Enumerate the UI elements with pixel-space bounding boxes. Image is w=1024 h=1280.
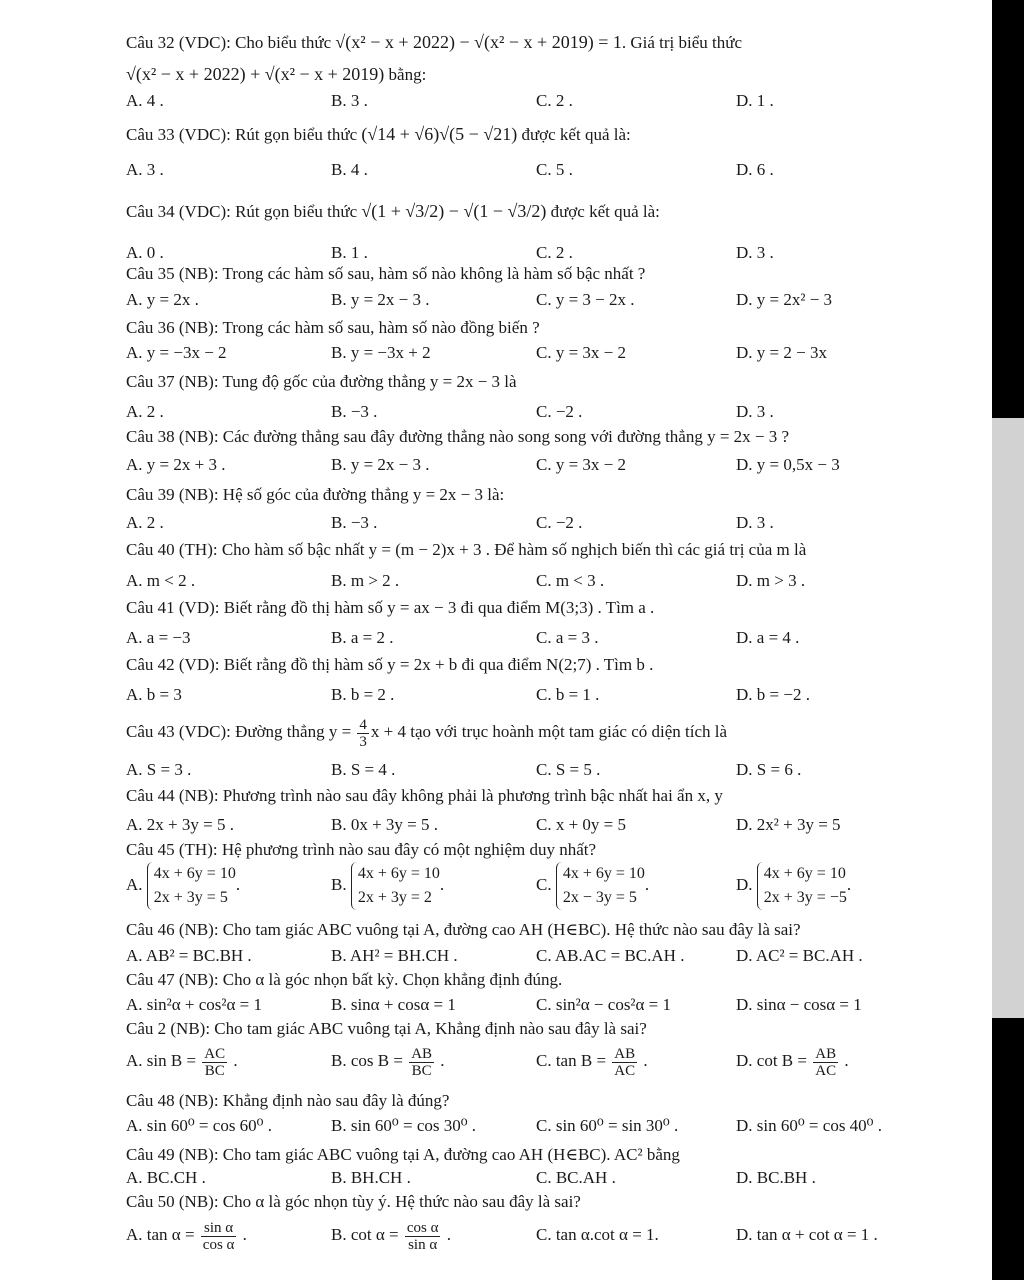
option-a[interactable] — [126, 1218, 331, 1253]
option-b[interactable]: B. m > 2 . — [331, 571, 400, 590]
option-b[interactable]: B. S = 4 . — [331, 760, 396, 779]
question-35 — [126, 264, 984, 284]
option-end: . — [639, 1051, 648, 1070]
options-34 — [126, 243, 984, 263]
option-b[interactable]: B. y = 2x − 3 . — [331, 290, 430, 309]
option-d[interactable]: D. y = 2 − 3x — [736, 343, 827, 362]
question-stem: Câu 38 (NB): Các đường thẳng sau đây đường thẳng nào song song với đường thẳng y = 2x − 3 ? — [126, 427, 790, 446]
option-end: . — [229, 1051, 238, 1070]
fraction-numerator: sin α — [201, 1220, 237, 1237]
equation-line: 4x + 6y = 10 — [153, 865, 236, 882]
option-label: B. cot α = — [331, 1225, 403, 1244]
option-c[interactable]: C. BC.AH . — [536, 1168, 616, 1187]
question-43 — [126, 715, 984, 750]
question-34 — [126, 194, 984, 229]
equation-line: 4x + 6y = 10 — [562, 865, 645, 882]
question-stem: Câu 43 (VDC): Đường thẳng y = — [126, 722, 356, 741]
fraction-numerator: cos α — [406, 1219, 439, 1236]
question-stem: Câu 40 (TH): Cho hàm số bậc nhất y = (m − 2)x + 3 . Để hàm số nghịch biến thì các giá trị của m là — [126, 540, 807, 559]
options-43 — [126, 760, 984, 780]
equation-line: 2x + 3y = −5 — [763, 889, 847, 906]
question-45 — [126, 840, 984, 860]
option-d[interactable]: D. 3 . — [736, 402, 774, 421]
equation-system — [757, 862, 847, 910]
option-end: . — [442, 1225, 451, 1244]
question-41 — [126, 598, 984, 618]
equation-line: 2x + 3y = 5 — [153, 889, 228, 906]
option-b[interactable] — [331, 1218, 536, 1253]
option-a[interactable]: A. 0 . — [126, 243, 164, 262]
option-d[interactable]: D. m > 3 . — [736, 571, 806, 590]
option-a[interactable]: A. m < 2 . — [126, 571, 196, 590]
question-stem: Câu 36 (NB): Trong các hàm số sau, hàm số nào đồng biến ? — [126, 318, 540, 337]
question-stem: Câu 32 (VDC): Cho biểu thức — [126, 33, 336, 52]
question-2 — [126, 1019, 984, 1039]
option-c[interactable]: C. 2 . — [536, 91, 573, 110]
option-end: . — [238, 1225, 247, 1244]
option-a[interactable] — [126, 1044, 331, 1079]
question-stem: bằng: — [384, 65, 427, 84]
option-a[interactable]: A. 4 . — [126, 91, 164, 110]
option-d[interactable]: D. y = 0,5x − 3 — [736, 455, 840, 474]
option-c[interactable]: C. 2 . — [536, 243, 573, 262]
options-42 — [126, 685, 984, 705]
equation-line: 4x + 6y = 10 — [357, 865, 440, 882]
option-d[interactable]: D. S = 6 . — [736, 760, 802, 779]
question-42 — [126, 655, 984, 675]
option-label: B. — [331, 874, 347, 894]
question-stem: Câu 41 (VD): Biết rằng đồ thị hàm số y = ax − 3 đi qua điểm M(3;3) . Tìm a . — [126, 598, 655, 617]
options-38 — [126, 455, 984, 475]
option-a[interactable]: A. 2 . — [126, 513, 164, 532]
option-d[interactable]: D. 1 . — [736, 91, 774, 110]
options-36 — [126, 343, 984, 363]
fraction — [201, 1220, 237, 1253]
question-32 — [126, 32, 984, 53]
option-b[interactable]: B. y = 2x − 3 . — [331, 455, 430, 474]
option-d[interactable]: D. a = 4 . — [736, 628, 800, 647]
option-c[interactable]: C. a = 3 . — [536, 628, 599, 647]
question-36 — [126, 318, 984, 338]
fraction — [202, 1046, 227, 1079]
fraction-denominator: sin α — [408, 1236, 438, 1253]
option-label: D. cot B = — [736, 1051, 812, 1070]
option-c[interactable]: C. 5 . — [536, 160, 573, 179]
option-d[interactable]: D. 3 . — [736, 513, 774, 532]
equation-system — [147, 862, 236, 910]
option-d[interactable]: D. BC.BH . — [736, 1168, 816, 1187]
option-a[interactable]: A. sin²α + cos²α = 1 — [126, 995, 262, 1014]
option-c[interactable]: C. y = 3x − 2 — [536, 343, 627, 362]
options-50 — [126, 1218, 984, 1253]
options-44 — [126, 815, 984, 835]
math-expression: (√14 + √6)√(5 − √21) — [361, 124, 518, 144]
fraction-numerator: AB — [815, 1045, 837, 1062]
option-b[interactable]: B. −3 . — [331, 513, 378, 532]
options-41 — [126, 628, 984, 648]
question-44 — [126, 786, 984, 806]
option-a[interactable]: A. a = −3 — [126, 628, 191, 647]
option-c[interactable]: C. sin 60⁰ = sin 30⁰ . — [536, 1116, 679, 1135]
option-a[interactable]: A. y = −3x − 2 — [126, 343, 227, 362]
option-d[interactable]: D. 6 . — [736, 160, 774, 179]
option-end: . — [840, 1051, 849, 1070]
option-a[interactable]: A. 2x + 3y = 5 . — [126, 815, 234, 834]
question-stem: Câu 47 (NB): Cho α là góc nhọn bất kỳ. Chọn khẳng định đúng. — [126, 970, 563, 989]
question-39 — [126, 485, 984, 505]
option-b[interactable] — [331, 862, 536, 910]
option-c[interactable]: C. AB.AC = BC.AH . — [536, 946, 685, 965]
options-2 — [126, 1044, 984, 1079]
option-end: . — [439, 874, 445, 894]
option-end: . — [846, 874, 852, 894]
option-a[interactable]: A. BC.CH . — [126, 1168, 206, 1187]
option-label: C. — [536, 874, 552, 894]
option-d[interactable]: D. b = −2 . — [736, 685, 810, 704]
equation-line: 2x + 3y = 2 — [357, 889, 432, 906]
question-50 — [126, 1192, 984, 1212]
fraction-numerator: AB — [411, 1045, 433, 1062]
option-b[interactable]: B. BH.CH . — [331, 1168, 411, 1187]
option-d[interactable]: D. 3 . — [736, 243, 774, 262]
option-label: A. tan α = — [126, 1225, 199, 1244]
option-b[interactable]: B. AH² = BH.CH . — [331, 946, 458, 965]
options-35 — [126, 290, 984, 310]
option-c[interactable]: C. tan α.cot α = 1. — [536, 1225, 659, 1244]
options-49 — [126, 1168, 984, 1188]
question-32-cont — [126, 64, 984, 85]
option-end: . — [436, 1051, 445, 1070]
question-stem: được kết quả là: — [517, 125, 631, 144]
question-37 — [126, 372, 984, 392]
option-b[interactable]: B. 3 . — [331, 91, 368, 110]
fraction-numerator: AC — [204, 1045, 226, 1062]
option-label: A. sin B = — [126, 1051, 201, 1070]
option-a[interactable]: A. S = 3 . — [126, 760, 192, 779]
option-b[interactable]: B. −3 . — [331, 402, 378, 421]
fraction-denominator: 3 — [359, 733, 367, 750]
question-stem: Câu 45 (TH): Hệ phương trình nào sau đây có một nghiệm duy nhất? — [126, 840, 597, 859]
option-b[interactable]: B. a = 2 . — [331, 628, 394, 647]
question-stem: Câu 33 (VDC): Rút gọn biểu thức — [126, 125, 362, 144]
question-stem: Câu 44 (NB): Phương trình nào sau đây không phải là phương trình bậc nhất hai ẩn x, y — [126, 786, 723, 805]
fraction-numerator: 4 — [359, 716, 367, 733]
option-d[interactable]: D. sinα − cosα = 1 — [736, 995, 862, 1014]
math-expression: √(x² − x + 2022) + √(x² − x + 2019) — [126, 64, 385, 84]
option-c[interactable]: C. b = 1 . — [536, 685, 600, 704]
equation-line: 2x − 3y = 5 — [562, 889, 637, 906]
option-d[interactable]: D. tan α + cot α = 1 . — [736, 1225, 878, 1244]
fraction-denominator: BC — [411, 1062, 432, 1079]
question-47 — [126, 970, 984, 990]
option-d[interactable] — [736, 1044, 941, 1079]
option-end: . — [644, 874, 650, 894]
option-b[interactable]: B. sinα + cosα = 1 — [331, 995, 456, 1014]
fraction — [813, 1046, 838, 1079]
fraction-denominator: BC — [204, 1062, 225, 1079]
option-end: . — [235, 874, 241, 894]
question-stem: . Giá trị biểu thức — [621, 33, 743, 52]
options-37 — [126, 402, 984, 422]
options-45 — [126, 862, 984, 910]
option-b[interactable]: B. b = 2 . — [331, 685, 395, 704]
option-a[interactable]: A. 2 . — [126, 402, 164, 421]
options-40 — [126, 571, 984, 591]
fraction-numerator: AB — [614, 1045, 636, 1062]
scrollbar-thumb[interactable] — [992, 418, 1024, 1018]
question-stem: Câu 35 (NB): Trong các hàm số sau, hàm số nào không là hàm số bậc nhất ? — [126, 264, 646, 283]
question-stem: Câu 2 (NB): Cho tam giác ABC vuông tại A, Khẳng định nào sau đây là sai? — [126, 1019, 647, 1038]
option-b[interactable]: B. 4 . — [331, 160, 368, 179]
option-label: C. tan B = — [536, 1051, 611, 1070]
fraction — [405, 1220, 441, 1253]
option-c[interactable] — [536, 1044, 736, 1079]
option-d[interactable]: D. y = 2x² − 3 — [736, 290, 833, 309]
option-label: D. — [736, 874, 753, 894]
option-a[interactable] — [126, 862, 331, 910]
option-c[interactable] — [536, 862, 736, 910]
question-40 — [126, 540, 984, 560]
option-b[interactable]: B. sin 60⁰ = cos 30⁰ . — [331, 1116, 477, 1135]
question-stem: Câu 46 (NB): Cho tam giác ABC vuông tại A, đường cao AH (H∈BC). Hệ thức nào sau đây là sai? — [126, 920, 801, 939]
option-label: B. cos B = — [331, 1051, 408, 1070]
option-b[interactable]: B. 1 . — [331, 243, 368, 262]
option-b[interactable] — [331, 1044, 536, 1079]
option-b[interactable]: B. 0x + 3y = 5 . — [331, 815, 439, 834]
question-stem: Câu 42 (VD): Biết rằng đồ thị hàm số y = 2x + b đi qua điểm N(2;7) . Tìm b . — [126, 655, 654, 674]
option-c[interactable]: C. −2 . — [536, 402, 583, 421]
options-47 — [126, 995, 984, 1015]
options-48 — [126, 1116, 984, 1136]
question-38 — [126, 427, 984, 447]
option-c[interactable]: C. sin²α − cos²α = 1 — [536, 995, 672, 1014]
option-c[interactable]: C. x + 0y = 5 — [536, 815, 627, 834]
question-33 — [126, 124, 984, 145]
option-b[interactable]: B. y = −3x + 2 — [331, 343, 431, 362]
fraction — [612, 1046, 637, 1079]
fraction-denominator: cos α — [202, 1236, 235, 1253]
question-stem: Câu 50 (NB): Cho α là góc nhọn tùy ý. Hệ thức nào sau đây là sai? — [126, 1192, 581, 1211]
question-46 — [126, 920, 984, 940]
options-32 — [126, 91, 984, 111]
fraction — [409, 1046, 434, 1079]
option-a[interactable]: A. y = 2x . — [126, 290, 199, 309]
option-a[interactable]: A. y = 2x + 3 . — [126, 455, 226, 474]
option-a[interactable]: A. 3 . — [126, 160, 164, 179]
option-c[interactable]: C. y = 3x − 2 — [536, 455, 627, 474]
option-c[interactable]: C. y = 3 − 2x . — [536, 290, 635, 309]
question-stem: Câu 49 (NB): Cho tam giác ABC vuông tại A, đường cao AH (H∈BC). AC² bằng — [126, 1145, 680, 1164]
option-c[interactable]: C. −2 . — [536, 513, 583, 532]
equation-line: 4x + 6y = 10 — [763, 865, 846, 882]
option-c[interactable]: C. S = 5 . — [536, 760, 601, 779]
option-label: A. — [126, 874, 143, 894]
option-d[interactable]: D. 2x² + 3y = 5 — [736, 815, 841, 834]
question-stem: Câu 39 (NB): Hệ số góc của đường thẳng y = 2x − 3 là: — [126, 485, 505, 504]
option-c[interactable]: C. m < 3 . — [536, 571, 605, 590]
fraction-denominator: AC — [815, 1062, 837, 1079]
question-stem: Câu 37 (NB): Tung độ gốc của đường thẳng y = 2x − 3 là — [126, 372, 517, 391]
question-stem: được kết quả là: — [546, 202, 660, 221]
fraction — [357, 717, 369, 750]
option-d[interactable]: D. AC² = BC.AH . — [736, 946, 863, 965]
options-33 — [126, 160, 984, 180]
options-39 — [126, 513, 984, 533]
option-d[interactable] — [736, 862, 941, 910]
equation-system — [556, 862, 645, 910]
option-a[interactable]: A. sin 60⁰ = cos 60⁰ . — [126, 1116, 272, 1135]
option-d[interactable]: D. sin 60⁰ = cos 40⁰ . — [736, 1116, 882, 1135]
option-a[interactable]: A. AB² = BC.BH . — [126, 946, 252, 965]
question-stem: x + 4 tạo với trục hoành một tam giác có diện tích là — [370, 722, 728, 741]
question-49 — [126, 1145, 984, 1165]
options-46 — [126, 946, 984, 966]
equation-system — [351, 862, 440, 910]
fraction-denominator: AC — [614, 1062, 636, 1079]
question-stem: Câu 48 (NB): Khẳng định nào sau đây là đúng? — [126, 1091, 450, 1110]
question-stem: Câu 34 (VDC): Rút gọn biểu thức — [126, 202, 362, 221]
math-expression: √(1 + √3/2) − √(1 − √3/2) — [361, 201, 547, 221]
question-48 — [126, 1091, 984, 1111]
math-expression: √(x² − x + 2022) − √(x² − x + 2019) = 1 — [335, 32, 622, 52]
option-a[interactable]: A. b = 3 — [126, 685, 182, 704]
